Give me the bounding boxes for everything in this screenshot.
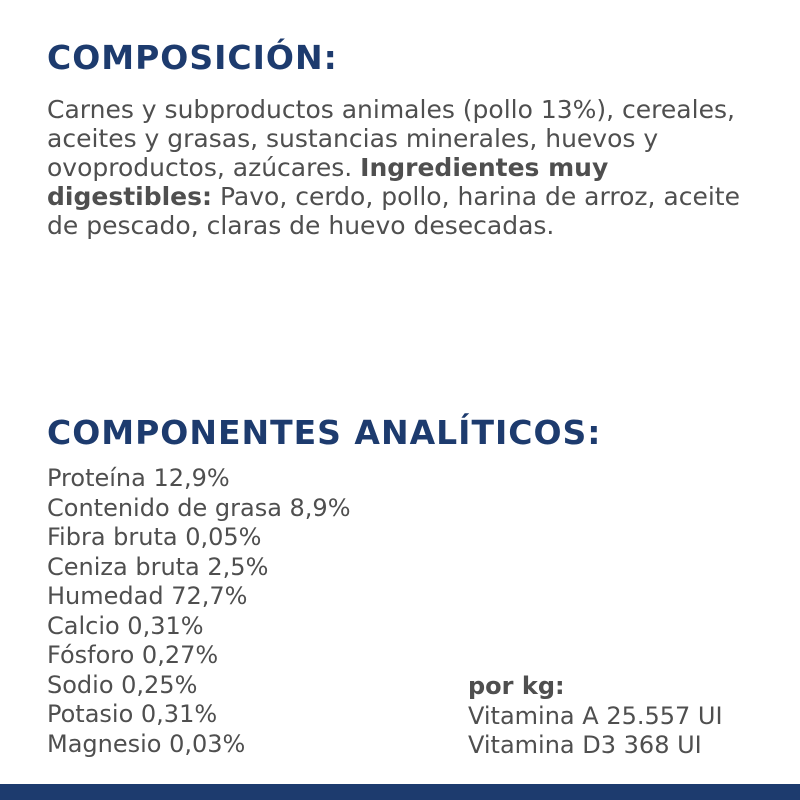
analiticos-item-potasio: Potasio 0,31%	[47, 700, 218, 728]
composicion-text-part2: Pavo, cerdo, pollo, harina de arroz, aceite de pescado, claras de huevo desecadas.	[47, 182, 740, 240]
vitamina-a-item: Vitamina A 25.557 UI	[468, 701, 723, 730]
analiticos-item-grasa: Contenido de grasa 8,9%	[47, 493, 351, 522]
composicion-heading: COMPOSICIÓN:	[47, 38, 338, 77]
analiticos-item-calcio: Calcio 0,31%	[47, 611, 204, 640]
vitaminas-label: por kg:	[468, 672, 565, 700]
analiticos-item-proteina: Proteína 12,9%	[47, 464, 230, 492]
vitaminas-list	[468, 672, 723, 761]
vitamina-d3-item: Vitamina D3 368 UI	[468, 731, 702, 759]
bottom-bar	[0, 784, 800, 800]
analiticos-item-sodio: Sodio 0,25%	[47, 670, 198, 699]
composicion-paragraph	[47, 95, 777, 240]
analiticos-item-humedad: Humedad 72,7%	[47, 582, 248, 610]
composicion-bold-label: Ingredientes muy digestibles:	[47, 153, 609, 211]
analiticos-item-ceniza: Ceniza bruta 2,5%	[47, 552, 269, 581]
analiticos-heading: COMPONENTES ANALÍTICOS:	[47, 413, 602, 452]
analiticos-item-fibra: Fibra bruta 0,05%	[47, 523, 262, 551]
analiticos-item-fosforo: Fósforo 0,27%	[47, 641, 219, 669]
composicion-text-part1: Carnes y subproductos animales (pollo 13%), cereales, aceites y grasas, sustancias minerales, huevos y ovoproductos, azúcares.	[47, 95, 735, 182]
analiticos-list	[47, 464, 351, 759]
analiticos-item-magnesio: Magnesio 0,03%	[47, 729, 246, 758]
